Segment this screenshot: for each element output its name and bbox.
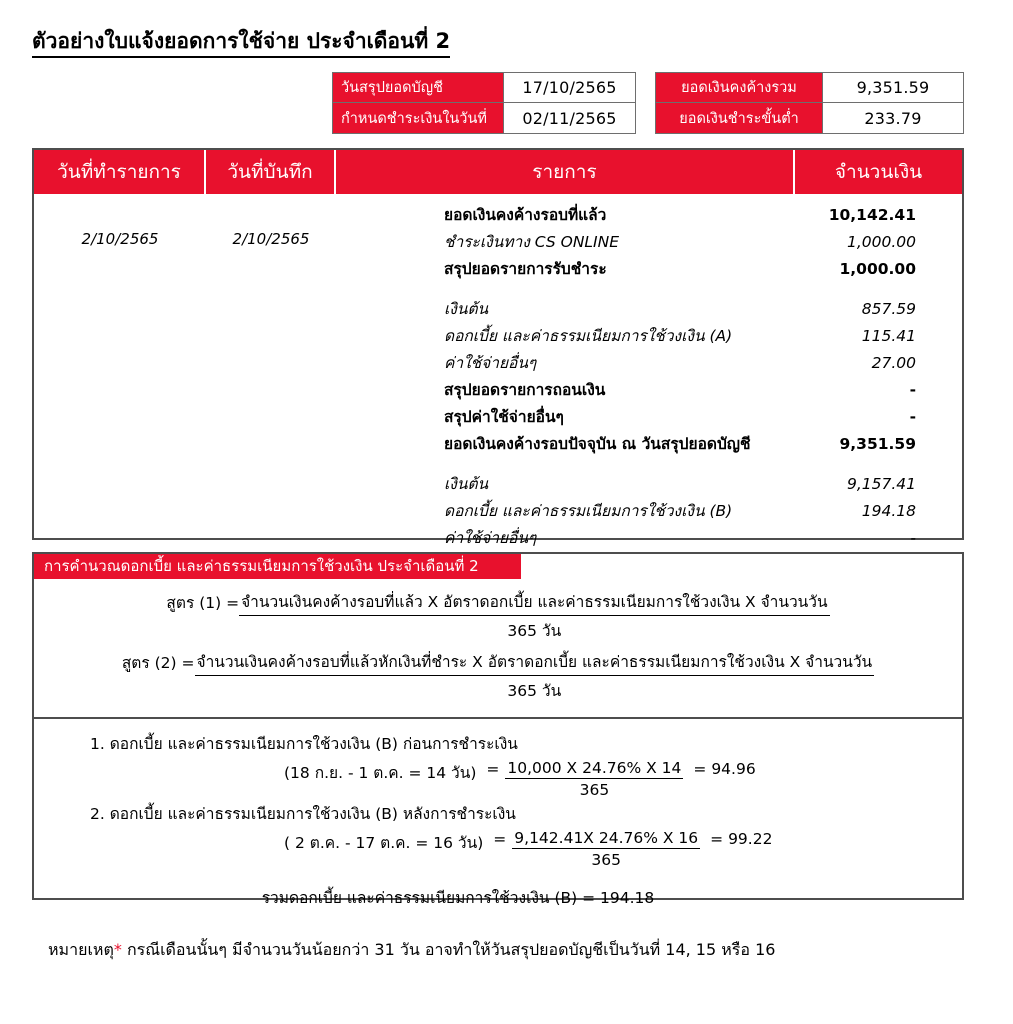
transaction-line-list: [336, 202, 962, 552]
calculation-numerator: 9,142.41X 24.76% X 16: [514, 829, 699, 847]
transaction-amount: 9,157.41: [846, 475, 916, 493]
transaction-date-value: 2/10/2565: [81, 230, 159, 248]
formula: [34, 649, 962, 703]
calculation-fraction: [512, 829, 700, 869]
transaction-amount: -: [909, 408, 916, 426]
calculation-period: (18 ก.ย. - 1 ต.ค. = 14 วัน): [284, 764, 477, 782]
interest-total-line: รวมดอกเบี้ย และค่าธรรมเนียมการใช้วงเงิน (B) = 194.18: [261, 889, 655, 907]
calculation-result: = 94.96: [693, 760, 756, 778]
summary-row: [333, 103, 635, 133]
footnote-asterisk: *: [113, 940, 122, 959]
transaction-amount: -: [909, 381, 916, 399]
formula-label: สูตร (2) =: [121, 654, 195, 672]
transaction-amount: 9,351.59: [839, 435, 916, 453]
transaction-row: [336, 431, 962, 458]
transaction-row: [336, 525, 962, 552]
column-header-amount: จำนวนเงิน: [834, 161, 923, 183]
total-outstanding-label: ยอดเงินคงค้างรวม: [656, 73, 823, 102]
summary-box-dates: [332, 72, 636, 134]
calculation-denominator: 365: [579, 781, 610, 799]
equals-sign: =: [493, 830, 507, 848]
formula-denominator: 365 วัน: [507, 622, 562, 640]
summary-row: [656, 103, 963, 133]
transaction-row: [336, 471, 962, 498]
transaction-label: เงินต้น: [444, 475, 489, 493]
posted-date-value: 2/10/2565: [232, 230, 310, 248]
formula-fraction: [239, 589, 829, 643]
column-header-transaction-date: วันที่ทำรายการ: [34, 150, 206, 194]
formula-fraction: [195, 649, 875, 703]
transaction-row: [336, 323, 962, 350]
transaction-label: สรุปค่าใช้จ่ายอื่นๆ: [444, 408, 564, 426]
transaction-row: [336, 498, 962, 525]
calculation-result: = 99.22: [710, 830, 773, 848]
minimum-payment-label: ยอดเงินชำระขั้นต่ำ: [656, 103, 823, 133]
transaction-label: ยอดเงินคงค้างรอบปัจจุบัน ณ วันสรุปยอดบัญชี: [444, 435, 751, 453]
due-date-value: 02/11/2565: [504, 103, 635, 133]
interest-calculation-panel: [32, 552, 964, 907]
transaction-row: [336, 377, 962, 404]
formula-numerator: จำนวนเงินคงค้างรอบที่แล้ว X อัตราดอกเบี้ย และค่าธรรมเนียมการใช้วงเงิน X จำนวนวัน: [239, 589, 829, 616]
transaction-row: [336, 404, 962, 431]
summary-row: [333, 73, 635, 103]
formula-denominator: 365 วัน: [507, 682, 562, 700]
calculation-period: ( 2 ต.ค. - 17 ต.ค. = 16 วัน): [284, 834, 484, 852]
calculation-heading: 1. ดอกเบี้ย และค่าธรรมเนียมการใช้วงเงิน (B) ก่อนการชำระเงิน: [90, 735, 518, 753]
calculation-detail-area: [34, 719, 962, 869]
calculation-heading: 2. ดอกเบี้ย และค่าธรรมเนียมการใช้วงเงิน (B) หลังการชำระเงิน: [90, 805, 516, 823]
summary-box-amounts: [655, 72, 964, 134]
column-header-description: รายการ: [336, 150, 795, 194]
summary-row: [656, 73, 963, 103]
transaction-label: ค่าใช้จ่ายอื่นๆ: [444, 529, 537, 547]
table-body: [34, 194, 962, 547]
formula: [34, 589, 962, 643]
calculation-row: [34, 829, 962, 869]
column-header-posted-date: วันที่บันทึก: [206, 150, 336, 194]
calculation-fraction: [505, 759, 683, 799]
transaction-amount: -: [910, 529, 916, 547]
transaction-label: เงินต้น: [444, 300, 489, 318]
transaction-row: [336, 350, 962, 377]
transaction-label: สรุปยอดรายการถอนเงิน: [444, 381, 606, 399]
transaction-label: ดอกเบี้ย และค่าธรรมเนียมการใช้วงเงิน (A): [444, 327, 733, 345]
table-header-row: [34, 150, 962, 194]
formula-label: สูตร (1) =: [166, 594, 240, 612]
transaction-row: [336, 296, 962, 323]
transaction-dates: [34, 230, 336, 248]
calculation-denominator: 365: [591, 851, 622, 869]
transaction-label: ยอดเงินคงค้างรอบที่แล้ว: [444, 206, 607, 224]
transaction-label: ดอกเบี้ย และค่าธรรมเนียมการใช้วงเงิน (B): [444, 502, 733, 520]
footnote: [48, 938, 775, 963]
footnote-text: กรณีเดือนนั้นๆ มีจำนวนวันน้อยกว่า 31 วัน อาจทำให้วันสรุปยอดบัญชีเป็นวันที่ 14, 15 หรือ 16: [121, 940, 776, 959]
minimum-payment-value: 233.79: [823, 103, 963, 133]
formula-numerator: จำนวนเงินคงค้างรอบที่แล้วหักเงินที่ชำระ X อัตราดอกเบี้ย และค่าธรรมเนียมการใช้วงเงิน X จำนวนวัน: [195, 649, 875, 676]
transaction-amount: 1,000.00: [839, 260, 916, 278]
transaction-label: ค่าใช้จ่ายอื่นๆ: [444, 354, 537, 372]
transaction-amount: 10,142.41: [828, 206, 916, 224]
page-title: ตัวอย่างใบแจ้งยอดการใช้จ่าย ประจำเดือนที่ 2: [32, 28, 450, 58]
transaction-row: [336, 229, 962, 256]
transaction-table: [32, 148, 964, 547]
statement-date-label: วันสรุปยอดบัญชี: [333, 73, 504, 102]
transaction-amount: 115.41: [861, 327, 916, 345]
transaction-amount: 1,000.00: [846, 233, 916, 251]
transaction-row: [336, 256, 962, 283]
due-date-label: กำหนดชำระเงินในวันที่: [333, 103, 504, 133]
total-outstanding-value: 9,351.59: [823, 73, 963, 102]
calculation-banner: การคำนวณดอกเบี้ย และค่าธรรมเนียมการใช้วงเงิน ประจำเดือนที่ 2: [34, 554, 521, 579]
transaction-amount: 857.59: [861, 300, 916, 318]
transaction-row: [336, 202, 962, 229]
footnote-prefix: หมายเหตุ: [48, 940, 114, 959]
formula-area: [34, 579, 962, 719]
transaction-amount: 27.00: [871, 354, 916, 372]
calculation-row: [34, 759, 962, 799]
equals-sign: =: [486, 760, 500, 778]
transaction-label: ชำระเงินทาง CS ONLINE: [444, 233, 620, 251]
statement-date-value: 17/10/2565: [504, 73, 635, 102]
transaction-amount: 194.18: [861, 502, 916, 520]
transaction-label: สรุปยอดรายการรับชำระ: [444, 260, 607, 278]
calculation-numerator: 10,000 X 24.76% X 14: [507, 759, 682, 777]
